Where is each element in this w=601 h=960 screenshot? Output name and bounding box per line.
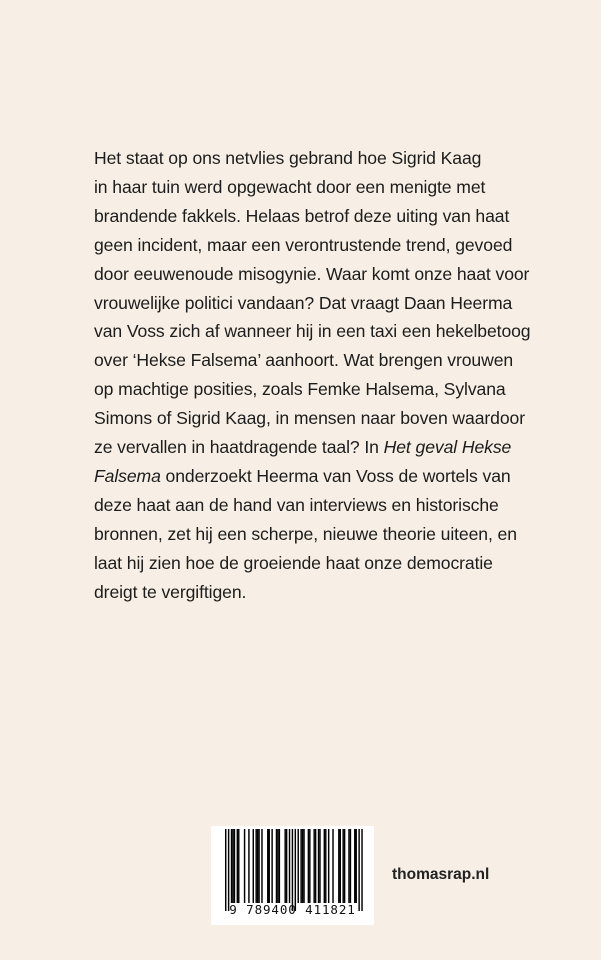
publisher-url: thomasrap.nl	[392, 866, 490, 883]
blurb-text: onderzoekt Heerma van Voss de wortels van	[160, 465, 511, 486]
barcode-bar	[269, 829, 270, 903]
barcode-bar	[231, 829, 232, 903]
barcode-bar	[248, 829, 249, 903]
barcode-bar	[238, 829, 239, 903]
blurb-line	[94, 462, 524, 491]
isbn-first-digit: 9	[229, 902, 238, 917]
blurb-line: in haar tuin werd opgewacht door een menigte met	[94, 176, 486, 197]
blurb-line	[94, 433, 524, 462]
blurb-line: over ‘Hekse Falsema’ aanhoort. Wat brengen vrouwen	[94, 350, 514, 371]
barcode-bar	[277, 829, 278, 903]
barcode-bar	[319, 829, 320, 903]
blurb-line: vrouwelijke politici vandaan? Dat vraagt Daan Heerma	[94, 292, 513, 313]
barcode-bar	[348, 829, 349, 903]
isbn-left-digits: 789400	[246, 902, 297, 917]
barcode-bar	[350, 829, 351, 903]
barcode-bar	[302, 829, 303, 903]
barcode-bar	[340, 829, 341, 903]
blurb-line: deze haat aan de hand van interviews en historische	[94, 494, 499, 515]
barcode-bar	[232, 829, 233, 903]
barcode-bar	[300, 829, 301, 903]
barcode-bar	[324, 829, 325, 903]
barcode-bar	[267, 829, 268, 903]
blurb-text: ze vervallen in haatdragende taal? In	[94, 437, 384, 458]
barcode-bar	[289, 829, 290, 903]
blurb-line: Het staat op ons netvlies gebrand hoe Sigrid Kaag	[94, 148, 482, 168]
barcode-bar	[303, 829, 304, 903]
barcode-bar	[342, 829, 343, 903]
barcode-bar	[279, 829, 280, 903]
barcode-bar	[313, 829, 314, 903]
blurb-line: laat hij zien hoe de groeiende haat onze democratie	[94, 552, 493, 573]
barcode-bar	[332, 829, 333, 903]
blurb-line: door eeuwenoude misogynie. Waar komt onze haat voor	[94, 263, 530, 284]
barcode-bar	[308, 829, 309, 903]
blurb-line: Simons of Sigrid Kaag, in mensen naar boven waardoor	[94, 408, 525, 429]
isbn-number	[211, 902, 374, 917]
back-cover-blurb	[94, 144, 531, 607]
barcode-bar	[225, 829, 226, 911]
barcode-bar	[257, 829, 258, 903]
blurb-line: op machtige posities, zoals Femke Halsema, Sylvana	[94, 379, 506, 400]
barcode-bar	[315, 829, 316, 903]
barcode-bar	[261, 829, 262, 903]
barcode-bar	[253, 829, 254, 903]
barcode-bar	[228, 829, 229, 911]
barcode-bar	[295, 829, 296, 911]
barcode-bar	[284, 829, 285, 903]
barcode-bar	[271, 829, 272, 903]
barcode-bar	[255, 829, 256, 903]
barcode-bar	[356, 829, 357, 903]
barcode-bar	[237, 829, 238, 903]
barcode-bar	[258, 829, 259, 903]
barcode-bar	[292, 829, 293, 911]
blurb-line: brandende fakkels. Helaas betrof deze uiting van haat	[94, 205, 510, 226]
isbn-right-digits: 411821	[305, 902, 356, 917]
book-title-italic: Falsema	[94, 465, 161, 486]
barcode-bar	[276, 829, 277, 903]
barcode-bar	[328, 829, 329, 903]
blurb-line: van Voss zich af wanneer hij in een taxi een hekelbetoog	[94, 321, 531, 342]
barcode-bar	[325, 829, 326, 903]
book-title-italic: Het geval Hekse	[383, 437, 512, 458]
barcode-bar	[244, 829, 245, 903]
barcode-bar	[318, 829, 319, 903]
blurb-line: bronnen, zet hij een scherpe, nieuwe theorie uiteen, en	[94, 523, 517, 544]
blurb-line: dreigt te vergiftigen.	[94, 581, 247, 602]
barcode-bar	[309, 829, 310, 903]
barcode-bar	[298, 829, 299, 903]
barcode-bar	[286, 829, 287, 903]
barcode-bar	[361, 829, 362, 911]
isbn-barcode	[211, 826, 374, 925]
barcode-bar	[358, 829, 359, 911]
barcode-bar	[354, 829, 355, 903]
barcode-bar	[344, 829, 345, 903]
barcode-bar	[234, 829, 235, 903]
barcode-bar	[338, 829, 339, 903]
blurb-line: geen incident, maar een verontrustende trend, gevoed	[94, 234, 513, 255]
